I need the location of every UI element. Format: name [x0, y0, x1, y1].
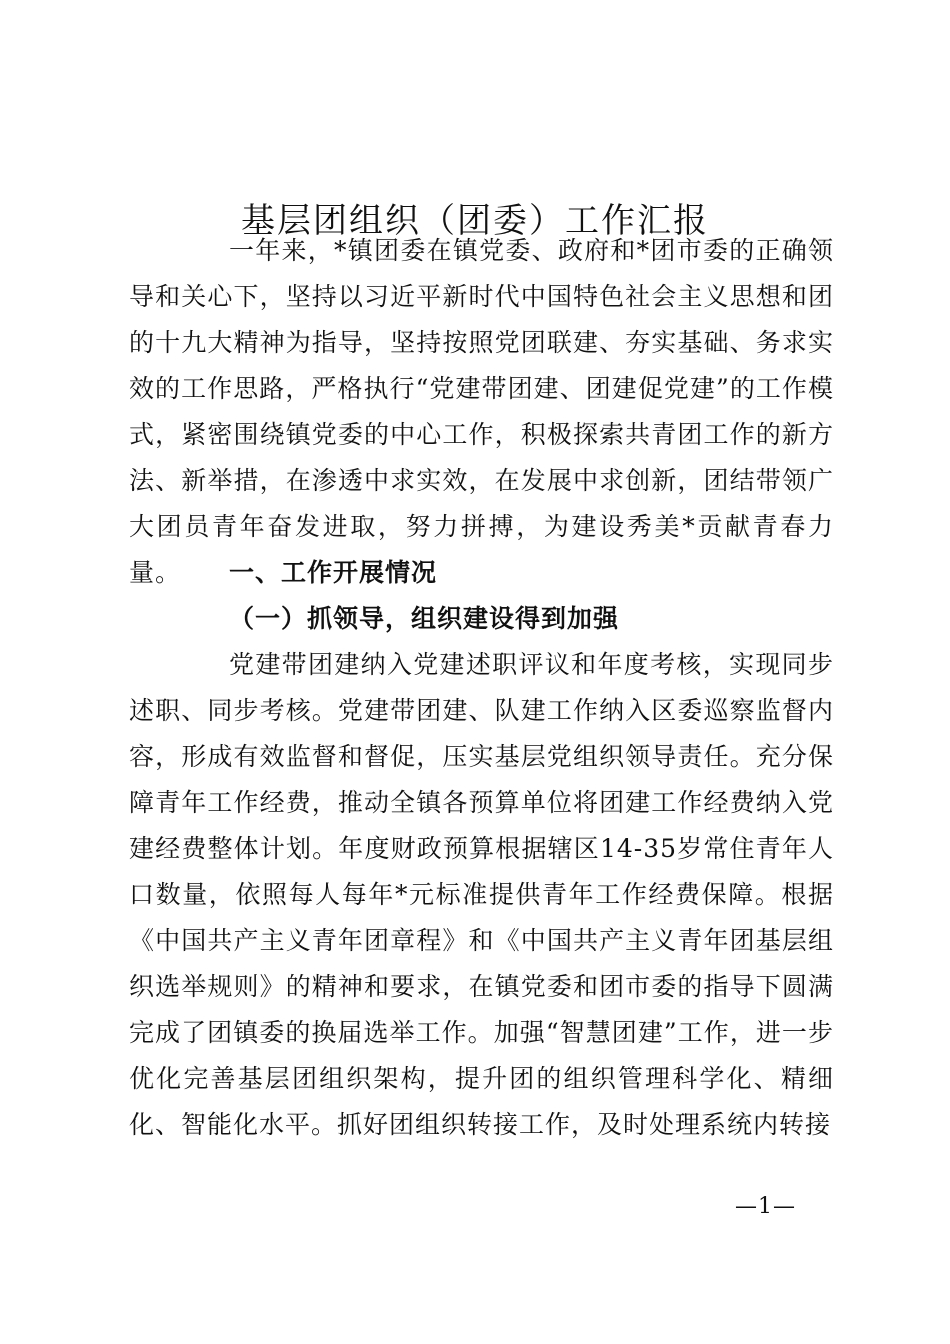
subsection-paragraph: 党建带团建纳入党建述职评议和年度考核，实现同步述职、同步考核。党建带团建、队建工作纳入区委巡察监督内容，形成有效监督和督促，压实基层党组织领导责任。充分保障青年工作经费，推动全镇各预算单位将团建工作经费纳入党建经费整体计划。年度财政预算根据辖区14-35岁常住青年人口数量，依照每人每年*元标准提供青年工作经费保障。根据《中国共产主义青年团章程》和《中国共产主义青年团基层组织选举规则》的精神和要求，在镇党委和团市委的指导下圆满完成了团镇委的换届选举工作。加强“智慧团建”工作，进一步优化完善基层团组织架构，提升团的组织管理科学化、精细化、智能化水平。抓好团组织转接工作，及时处理系统内转接	[129, 650, 834, 1139]
page-number: —1—	[735, 1194, 796, 1219]
subsection-heading: （一）抓领导，组织建设得到加强	[229, 604, 620, 633]
section-heading: 一、工作开展情况	[229, 558, 438, 587]
document-title: 基层团组织（团委）工作汇报	[241, 200, 709, 241]
intro-paragraph: 一年来，*镇团委在镇党委、政府和*团市委的正确领导和关心下，坚持以习近平新时代中国特色社会主义思想和团的十九大精神为指导，坚持按照党团联建、夯实基础、务求实效的工作思路，严格执行“党建带团建、团建促党建”的工作模式，紧密围绕镇党委的中心工作，积极探索共青团工作的新方法、新举措，在渗透中求实效，在发展中求创新，团结带领广大团员青年奋发进取，努力拼搏，为建设秀美*贡献青春力量。	[129, 236, 834, 587]
